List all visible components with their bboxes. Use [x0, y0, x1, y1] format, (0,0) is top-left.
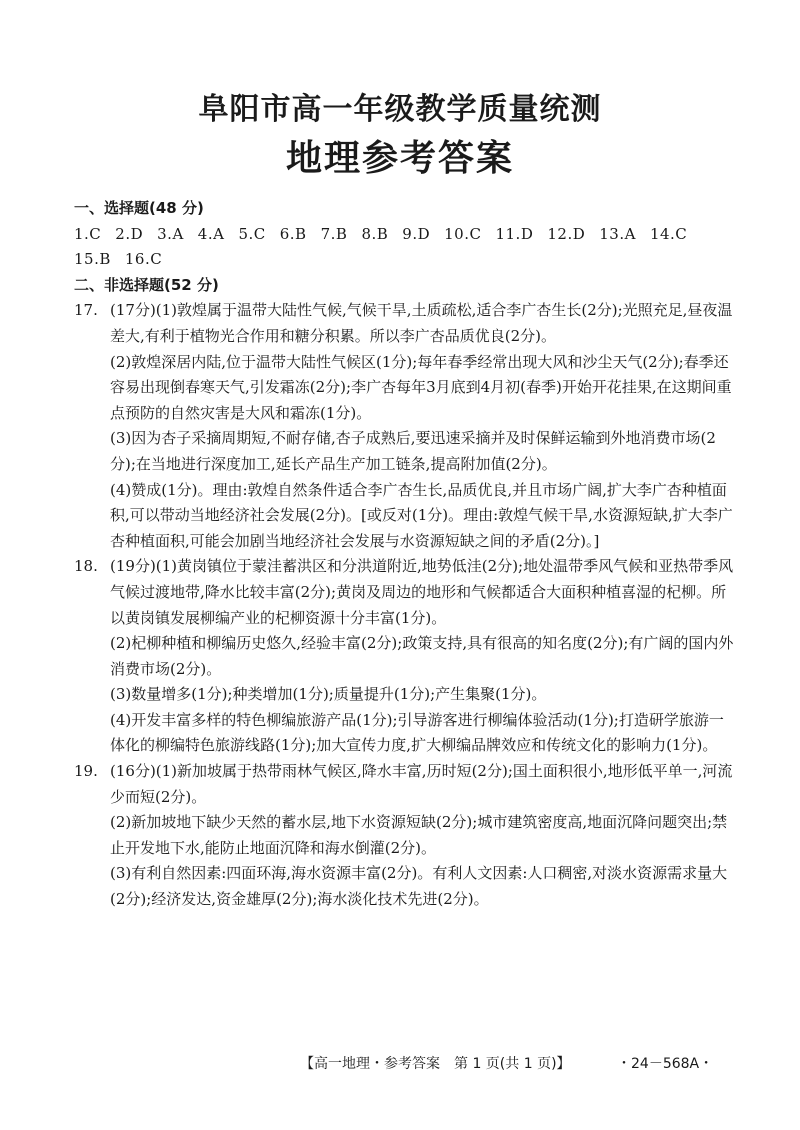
question-17	[74, 298, 738, 554]
choice-answer: 10.C	[444, 224, 482, 243]
answer-paragraph: (4)赞成(1分)。理由:敦煌自然条件适合李广杏生长,品质优良,并且市场广阔,扩大李广杏种植面积,可以带动当地经济社会发展(2分)。[或反对(1分)。理由:敦煌气候干旱,水资源短缺,扩大李广杏种植面积,可能会加剧当地经济社会发展与水资源短缺之间的矛盾(2分)。]	[110, 480, 733, 550]
choice-answer: 1.C	[74, 224, 102, 243]
answer-paragraph: (2)敦煌深居内陆,位于温带大陆性气候区(1分);每年春季经常出现大风和沙尘天气(2分);春季还容易出现倒春寒天气,引发霜冻(2分);李广杏每年3月底到4月初(春季)开始开花挂果,在这期间重点预防的自然灾害是大风和霜冻(1分)。	[110, 352, 732, 422]
answer-paragraph: (17分)(1)敦煌属于温带大陆性气候,气候干旱,土质疏松,适合李广杏生长(2分);光照充足,昼夜温差大,有利于植物光合作用和糖分积累。所以李广杏品质优良(2分)。	[110, 301, 733, 345]
question-number: 17.	[74, 301, 98, 320]
answer-paragraph: (19分)(1)黄岗镇位于蒙洼蓄洪区和分洪道附近,地势低洼(2分);地处温带季风气候和亚热带季风气候过渡地带,降水比较丰富(2分);黄岗及周边的地形和气候都适合大面积种植喜湿的杞柳。所以黄岗镇发展柳编产业的杞柳资源十分丰富(1分)。	[110, 557, 734, 627]
answer-paragraph: (3)有利自然因素:四面环海,海水资源丰富(2分)。有利人文因素:人口稠密,对淡水资源需求量大(2分);经济发达,资金雄厚(2分);海水淡化技术先进(2分)。	[110, 864, 728, 909]
question-number: 19.	[74, 762, 98, 781]
question-number: 18.	[74, 557, 98, 576]
choice-answer: 3.A	[157, 224, 184, 243]
question-18	[74, 554, 738, 759]
answer-paragraph: (4)开发丰富多样的特色柳编旅游产品(1分);引导游客进行柳编体验活动(1分);打造研学旅游一体化的柳编特色旅游线路(1分);加大宣传力度,扩大柳编品牌效应和传统文化的影响力(1分)。	[110, 710, 724, 755]
choice-answer: 5.C	[238, 224, 266, 243]
choice-answer: 6.B	[279, 224, 307, 243]
document-subtitle: 地理参考答案	[285, 138, 514, 179]
answer-paragraph: (2)新加坡地下缺少天然的蓄水层,地下水资源短缺(2分);城市建筑密度高,地面沉降问题突出;禁止开发地下水,能防止地面沉降和海水倒灌(2分)。	[110, 813, 728, 857]
choice-answer: 11.D	[495, 224, 534, 243]
choice-answer: 8.B	[361, 224, 389, 243]
choice-answer: 7.B	[320, 224, 348, 243]
choice-answer: 4.A	[197, 224, 225, 243]
choice-answer: 12.D	[547, 224, 586, 243]
answer-paragraph: (2)杞柳种植和柳编历史悠久,经验丰富(2分);政策支持,具有很高的知名度(2分);有广阔的国内外消费市场(2分)。	[110, 634, 734, 678]
choice-answer: 9.D	[402, 224, 431, 243]
choice-answer: 16.C	[124, 250, 163, 269]
footer-page-info: 【高一地理・参考答案 第 1 页(共 1 页)】	[300, 1056, 571, 1072]
footer-code: ・24－568A・	[617, 1056, 714, 1072]
choice-answers	[74, 222, 738, 273]
answer-paragraph: (16分)(1)新加坡属于热带雨林气候区,降水丰富,历时短(2分);国土面积很小,地形低平单一,河流少而短(2分)。	[110, 762, 733, 806]
choice-answer: 13.A	[599, 224, 636, 243]
answer-paragraph: (3)因为杏子采摘周期短,不耐存储,杏子成熟后,要迅速采摘并及时保鲜运输到外地消费市场(2分);在当地进行深度加工,延长产品生产加工链条,提高附加值(2分)。	[110, 429, 716, 473]
answer-paragraph: (3)数量增多(1分);种类增加(1分);质量提升(1分);产生集聚(1分)。	[110, 685, 547, 704]
answer-content	[74, 196, 738, 913]
document-title: 阜阳市高一年级教学质量统测	[198, 92, 602, 127]
section-heading-choice: 一、选择题(48 分)	[74, 199, 204, 217]
choice-answer: 14.C	[649, 224, 688, 243]
choice-answer: 2.D	[115, 224, 144, 243]
choice-answer: 15.B	[74, 250, 111, 269]
section-heading-nonchoice: 二、非选择题(52 分)	[74, 275, 219, 294]
question-19	[74, 759, 738, 913]
